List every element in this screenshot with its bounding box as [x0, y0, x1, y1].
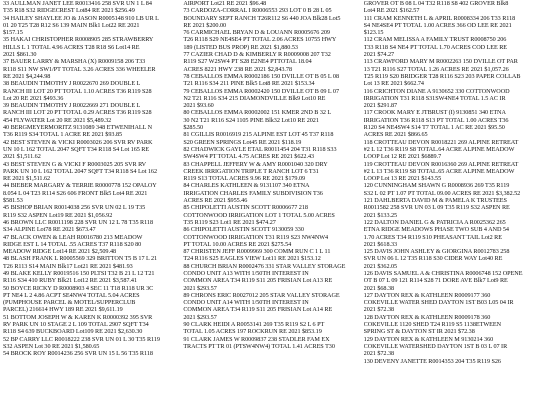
listing-line: 44 BIEBER MARGARY & TERRIE R0000778 152 OPALOY	[3, 182, 157, 190]
listing-line: T24 R116 S25 EAGLES VIEW Lot11 RE 2021 $153.12	[183, 255, 321, 263]
listing-line: 189 (LISTED BUS PROP) RE 2021 $1,880.53	[183, 43, 298, 51]
listing-line: 52 BP CARRY LLC R0018222 238 SVR UN 01 L 30 T35 R119	[3, 335, 160, 343]
listing-line: $123.15	[363, 29, 384, 37]
listing-line: 130 DEVENY JANETTE R0014353 204 T35 R119 S26	[363, 357, 501, 365]
listing-line: N2 T21 R116 S34 215 DIAMONDVILLE Blk9 Lot10 RE	[183, 94, 326, 102]
listing-line: 45 BISHOP BRIAN R0014038 256 SVR UN 02 L 19 T35	[3, 204, 146, 212]
listing-line: 30 N2 T21 R116 S24 1105 PINE Blk32 Lot10 RE 2021	[183, 116, 319, 124]
listing-line: 2021 $362.05	[363, 262, 398, 270]
listing-line: COTTONWOOD IRRIGATION LOT 1 TOTAL 5.00 ACRES	[183, 211, 335, 219]
listing-line: CONDO UNIT A14 WITH 1/50TH INTEREST IN	[183, 299, 309, 307]
listing-line: RE 2021 $4,244.98	[3, 72, 51, 80]
listing-line: S20 GREEN SPRINGS Lot45 RE 2021 $118.19	[183, 138, 302, 146]
listing-line: 113 CRAWFORD MARY M R0002263 150 DVILLE OT PAR	[363, 58, 518, 66]
listing-line: COMMON AREA T34 R119 S11 205 FRISIAN Lot A14 RE	[183, 306, 333, 314]
listing-line: 2021 $861.30	[3, 51, 37, 59]
listing-line: ACRES RE 2021 $955.46	[183, 197, 248, 205]
column-left	[3, 0, 177, 400]
listing-line: PT NE4 L 2 4.86 ACPT SE4NW4 TOTAL 5.04 ACRES	[3, 291, 140, 299]
listing-line: T26 R113 S14 MAIN Blk17 Lot21 RE 2021 $481.93	[3, 262, 133, 270]
listing-line: 119 CROTTEAU DEVON R0016360 269 ALPINE RETREAT	[363, 160, 519, 168]
listing-line: COKEVILLE WATERSHED DAYTON 1ST B 03 L 07 IR	[363, 342, 508, 350]
listing-line: 84 CHARLES KATHLEEN & 9131107 340 ETNA	[183, 182, 310, 190]
listing-line: 127 DAYTON REX & KATHLEEN R0009177 360	[363, 291, 491, 299]
listing-line: 122 DALTON DANIEL G & PATRICIA A R0025362 265	[363, 218, 506, 226]
listing-line: 89 CHRONS ERIC R0027012 205 STAR VALLEY STORAGE	[183, 291, 340, 299]
listing-line: 01 20 T25 T28 R12 S6 139 MAIN Blk1 Lot22 RE 2021	[3, 21, 140, 29]
column-right	[364, 0, 538, 400]
listing-line: 42 BEST STEVEN & VICKI R0003026 206 SVR RV PARK	[3, 138, 153, 146]
listing-line: 90 CLARK HEIDI A R0053141 269 T35 R119 S2 L 6 PT	[183, 321, 325, 329]
listing-line: COKEVILLE 1120 SHED T24 R119 S5 1138ETWEEN	[363, 321, 501, 329]
listing-line: 2021 $293.57	[183, 313, 217, 321]
listing-line: S32 L 02 PT 1.07 PT TOTAL 09.00 ACRES RE 2021 $3,382.52	[363, 189, 521, 197]
listing-line: 2021 $1,511.62	[3, 153, 41, 161]
listing-line: IRRIGATION CHARLES FAMILY SUBDIVISION T36	[183, 189, 323, 197]
listing-line: 49 BLAKE KELLY R0019516 150 PLTSI T32 B 21 L 12 T21	[3, 269, 155, 277]
listing-line: #2 L 12 T36 R119 S8 TOTAL.64 ACRE ALPINE MEADOW	[363, 145, 515, 153]
listing-line: 2021 $74.27	[363, 51, 395, 59]
listing-line: 1.70 ACRES T34 R119 S10 PHEASANT TAIL Lot2 RE	[363, 233, 502, 241]
listing-line: TOTAL 1.05 ACRES 197 ROCKRUN RE 2021 $853.19	[183, 328, 322, 336]
listing-line: 454 FLYWATER Lot 20 RE 2021 $5,489.32	[3, 116, 112, 124]
listing-line: 76 CARMICHAEL BRYAN D & LOUANN R0005676 209	[183, 29, 330, 37]
listing-line: PARCEL) 216614 HWY 189 RE 2021 $9,611.19	[3, 306, 123, 314]
listing-line: T35 R119 S23 Lot1 RE 2021 $474.27	[183, 218, 276, 226]
listing-line: 88 CHURCH BRIAN R0002476 331 STAR VALLEY STORAGE	[183, 262, 346, 270]
listing-line: R116 S34 410 RUBY Blk21 Lot12 RE 2021 $3,587.41	[3, 277, 138, 285]
listing-line: RANCH III LOT 20 PT TOTAL 0.29 ACRES T36 R119 S28	[3, 109, 152, 117]
listing-line: BOUNDARY SEPT RANCH T26R112 S6 440 JOA Blk28 Lot5	[183, 14, 341, 22]
listing-line: RIDGE EST L 14 TOTAL .55 ACRES T37 R118 S20 80	[3, 240, 142, 248]
listing-line: T33 R118 S4 NE4 PT TOTAL 1.70 ACRES COD LEE RE	[363, 43, 508, 51]
listing-line: T35 R18 S32 RIDGECREST Lot84 RE 2021 $256.49	[3, 7, 135, 15]
listing-line: RE 2021 $1,511.62	[3, 175, 51, 183]
listing-line: 80 CEBALLOS EMMA R0002002 151 KMER 2ND B 32 L	[183, 109, 332, 117]
listing-line: 129 DAYTON REX & KATHLEEN M 9130214 360	[363, 335, 494, 343]
listing-line: IRRIGATION T36 R118 S13 PT TOTAL 1.00 ACRES T36	[363, 116, 509, 124]
listing-line: 54 BROCK ROY R0014236 256 SVR UN 15 L 56 T35 R118	[3, 350, 153, 358]
listing-line: 111 CRAM KENNETH L & APRIL R0008334 206 T33 R118	[363, 14, 516, 22]
listing-line: 120 CUNNINGHAM SHAWN G R0008936 269 T35 R119	[363, 182, 510, 190]
listing-line: Lot 20 RE 2021 $493.36	[3, 94, 64, 102]
listing-line: MEADOW RIDGE Lot14 RE 2021 $2,509.48	[3, 248, 117, 256]
listing-line: $157.15	[3, 29, 23, 37]
listing-line: 37 BAUER LARRY & MARSHA (X) R0009158 206 T33	[3, 58, 146, 66]
listing-line: 112 CRAM MELISSA A FAMILY TRUST R0008750 206	[363, 36, 507, 44]
listing-line: RV PARK UN 10 STAGE 2 L 109 TOTAL 2907 SQFT T34	[3, 321, 149, 329]
listing-line: 33 AULLMAN JANET LEE R0013416 258 SVR UN 1 L 84	[3, 0, 152, 7]
listing-line: UN 10 L 162 TOTAL 2047 SQFT T34 R118 S4 Lot 165 RE	[3, 145, 150, 153]
listing-line: 2021 $618.33	[363, 240, 398, 248]
listing-line: 2021 $93.60	[183, 102, 214, 110]
listing-line: 91 CLARK JAMES W R0009837 238 STADLER FAM EX	[183, 335, 330, 343]
listing-line: 2021 $68.38	[363, 284, 395, 292]
listing-line: 78 CEBALLOS EMMA R0002186 150 DVILLE OT B 05 L 08	[183, 72, 340, 80]
listing-line: T21 R116 S34 211 PINE Blk5 Lot8 RE 2021 $153.34	[183, 80, 315, 88]
listing-line: 77 CAZIER CHAD D & KIMBERLY R R0009008 207 T32	[183, 51, 331, 59]
listing-line: 43 BEST STEVEN G & VICKI F R0003025 205 SVR RV	[3, 160, 147, 168]
listing-line: 73 CARDOZA-CORRAL I R0006553 293 LOT 0 B 28 L 05	[183, 7, 332, 15]
listing-line: 46 BROWN LLC R0011198 228 SVR UN 12 L 78 T35 R118	[3, 218, 154, 226]
listing-line: 118 CROTTEAU DEVON R0018221 269 ALPINE RETREAT	[363, 138, 519, 146]
listing-line: CONDO UNIT A13 WITH 1/50TH INTEREST IN	[183, 269, 309, 277]
listing-line: RANCH III LOT 20 PT TOTAL 1.10 ACRES T36 R119 S28	[3, 87, 152, 95]
listing-line: 79 CEBALLOS EMMA R0002420 150 DVILLE OT B 09 L 07	[183, 87, 340, 95]
listing-line: ACRES 8221 HWY 238 RE 2021 $2,843.78	[183, 65, 292, 73]
listing-line: S34 ALPINE Lot78 RE 2021 $673.47	[3, 226, 96, 234]
listing-line: 8.054 L 04 T23 R114 S26 606 FRONT Blk5 Lot4 RE 2021	[3, 189, 148, 197]
listing-line: $285.50	[183, 124, 204, 132]
listing-line: GROVER OT B 08 L 04 T32 R118 S8 402 GROVER Blk8	[363, 0, 509, 7]
listing-line: 82 CHADWICK GAYLE ETAL R0011454 204 T31 R118 S33	[183, 145, 337, 153]
listing-line: 13 T21 R116 S27 TOTAL 1.26 ACRES RE 2021 $1,057.26	[363, 65, 509, 73]
listing-line: 2021 $293.57	[183, 284, 217, 292]
listing-line: (PUMPHOUSE PARCEL & MOTEL/SUPPERCLUB	[3, 299, 136, 307]
listing-line: ACRES RE 2021 $866.65	[363, 131, 428, 139]
listing-line: R120 S4 NE4SW4 S14 T7 TOTAL 1 AC RE 2021 $95.50	[363, 124, 505, 132]
listing-line: 126 DAVIS SAMUEL A & CHRISTINA R0006748 152 OPENE	[363, 269, 523, 277]
listing-line: COKEVILLE WATER SHED DAYTON 1ST B03 L05 04 IR	[363, 299, 514, 307]
listing-line: 34 HAILEY SHAYLEE JO & JASON R0005148 910 LB UR L	[3, 14, 159, 22]
listing-line: R119 S27 W2SW4 PT S28 E2NE4 PTTOTAL 18.04	[183, 58, 312, 66]
listing-line: 85 CHIPOLETTI AUSTIN SCOTT R0006677 218	[183, 204, 308, 212]
listing-line: HILLS L 1 TOTAL 4.96 ACRES T28 R18 S6 Lot14 RE	[3, 43, 140, 51]
listing-line: 2021 $72.38	[363, 306, 395, 314]
listing-line: LOOP Lot 13 RE 2021 $143.55	[363, 175, 442, 183]
listing-line: 86 CHIPOLETTI AUSTIN SCOTT 9130059 330	[183, 226, 304, 234]
listing-line: 2021 $291.87	[363, 102, 398, 110]
listing-line: ETNA RIDGE MEADOWS PHASE TWO SUB 4 AND 54	[363, 226, 509, 234]
listing-line: R119 S32 ASPEN Lot19 RE 2021 $1,056.92	[3, 211, 113, 219]
listing-line: IRRIGATION T31 R118 S31SW4NE4 TOTAL 1.5 AC IR	[363, 94, 506, 102]
listing-line: 125 DAVIS JOHN ASHLEY & GIORGINA R0012783 258	[363, 248, 510, 256]
listing-line: COMMON AREA T34 R119 S11 205 FRISIAN Lot A13 RE	[183, 277, 333, 285]
listing-line: PARK UN 10 L 162 TOTAL 2047 SQFT T34 R118 S4 Lot 162	[3, 167, 158, 175]
listing-line: 2021 $133.25	[363, 211, 398, 219]
listing-line: R119 S13 TOTAL ACRES 9.96 RE 2021 $179.09	[183, 175, 306, 183]
listing-line: 87 CHRISTEN JEFF R0009969 300 COMM RUN C 1 L 11	[183, 248, 331, 256]
listing-line: 38 BEAUDIN TIMOTHY J R0022670 269 DOUBLE L	[3, 80, 141, 88]
listing-line: 35 HAKAI CHRISTOPHER R0008905 285 STRAWBERRY	[3, 36, 154, 44]
listing-line: SW4SW4 PT TOTAL 4.75 ACRES RE 2021 $622.43	[183, 153, 315, 161]
listing-line: RE 2021 $200.00	[183, 21, 227, 29]
listing-line: SPRING ST & DAYTON ST IR 2021 $72.38	[363, 328, 475, 336]
listing-line: AIRPORT Lot21 RE 2021 $96.48	[183, 0, 267, 7]
listing-line: PT TOTAL 10.00 ACRES RE 2021 $275.54	[183, 240, 292, 248]
listing-line: 116 CRICHTON DIANE A 9130652 330 COTTONWOOD	[363, 87, 510, 95]
listing-line: COTTONWOOD IRRIGATION T31 R119 S23 NW4NW4	[183, 233, 329, 241]
listing-line: #2 L 13 T36 R119 S8 TOTAL.65 ACRE ALPINE MEADOW	[363, 167, 515, 175]
listing-line: R118 S11 NW SW1/PT TOTAL 3.26 ACRES 336 WHEELER	[3, 65, 156, 73]
listing-line: 2021 $72.38	[363, 350, 395, 358]
listing-line: R0011582 258 SVR UN 03 L 09 T35 R119 S32 ASPEN RE	[363, 204, 510, 212]
listing-line: T26 R118 S29 NE4SE4 PT TOTAL 2.06 ACRES 10755 HWY	[183, 36, 337, 44]
listing-line: TRACTS PT TR 01 (PTSW4NW4) TOTAL 1.41 ACRES T30	[183, 342, 335, 350]
listing-line: S4 NE4SE4 PT TOTAL 1.00 ACRES 366 OD LEE RE 2021	[363, 21, 512, 29]
listing-line: Lot4 RE 2021 $162.57	[363, 7, 420, 15]
column-middle	[183, 0, 357, 400]
listing-line: T25 R119 S20 BRIDGER T28 R116 S23 203 PAPER COLLAB	[363, 72, 521, 80]
listing-line: $581.53	[3, 197, 23, 205]
listing-line: Lot 13 RE 2021 $662.74	[363, 80, 424, 88]
listing-line: 121 DAHLBERTA DAVID M & PAMELA K TRUSTEES	[363, 197, 507, 205]
listing-line: 81 CGILLIS R0016919 215 ALPINE EST LOT 45 T37 R118	[183, 131, 334, 139]
listing-line: OT B 07 L 09 121 R114 S28 71 DORE AVE Blk7 Lot9 RE	[363, 277, 508, 285]
listing-line: 48 BLASH FRANK L R0005569 329 BRITTON T5 B 17 L 21	[3, 255, 158, 263]
listing-line: 128 DAYTON REX & KATHLEEN R0009178 360	[363, 313, 491, 321]
listing-line: 47 BLACK OWEN & LEAH R0016780 213 MEADOW	[3, 233, 143, 241]
listing-line: 50 BOYCE RICKY D R0008903 4 SEC 11 T18 R118 UR 3C	[3, 284, 154, 292]
listing-line: LOOP Lot 12 RE 2021 $6889.7	[363, 153, 442, 161]
listing-line: S32 ASPEN Lot 30 RE 2021 $1,580.65	[3, 342, 100, 350]
listing-line: R118 S4 639 BUCKBOARD Lot109 RE 2021 $2,630.30	[3, 328, 143, 336]
listing-line: 83 CHAPPELL JEFFERY W & AMY R0001040 320 DRY	[183, 160, 328, 168]
listing-line: 39 BEAUDIN TIMOTHY J R0022669 271 DOUBLE L	[3, 102, 141, 110]
listing-line: SVR UN 06 L 12 T35 R118 S30 CIDER WAY Lot40 RE	[363, 255, 503, 263]
listing-line: 51 BOTTOM JOSEPH W & KAREN K R0000392 395 SVR	[3, 313, 153, 321]
listing-line: CREEK IRRIGATION TRIPLE T RANCH LOT 6 T31	[183, 167, 319, 175]
listing-line: 40 BERGMEYERMORITZ 9131089 348 ETWENIHALL N	[3, 124, 153, 132]
listing-line: 117 CROOK MARY E JTBRUST (I) 9130851 340 ETNA	[363, 109, 506, 117]
listing-line: T36 R119 S34 TOTAL 1 ACRE RE 2021 $93.85	[3, 131, 123, 139]
